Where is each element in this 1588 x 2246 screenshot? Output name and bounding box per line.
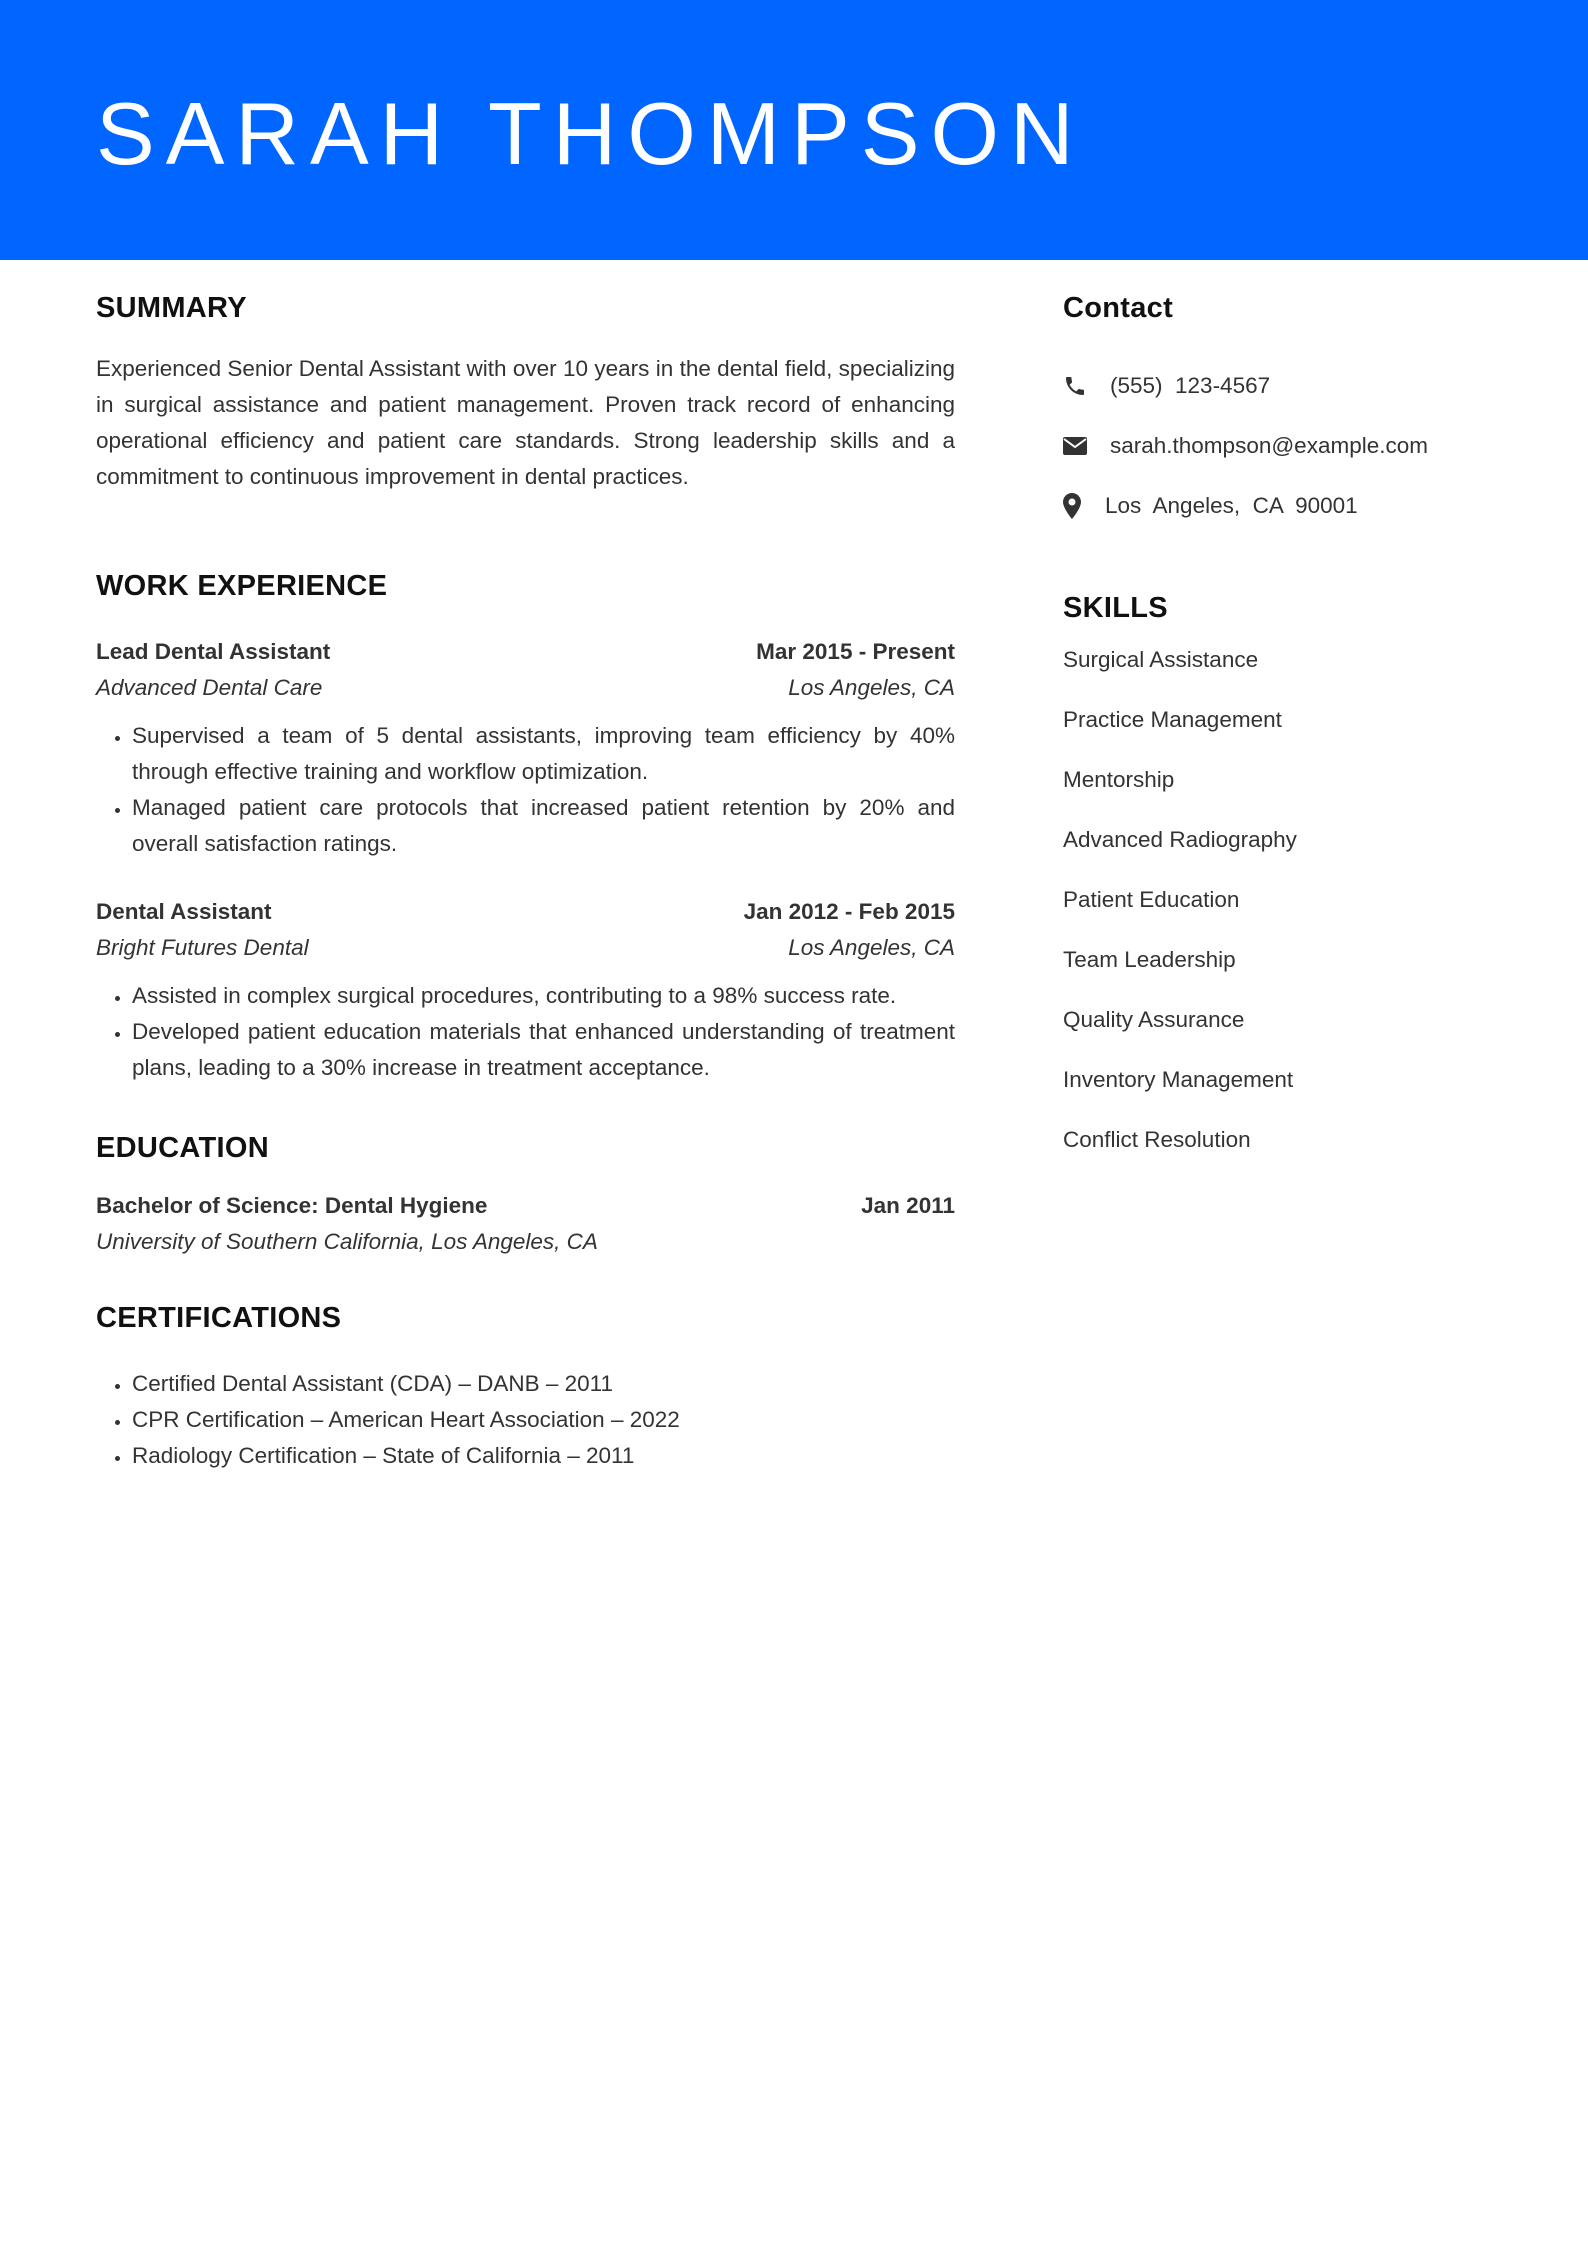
contact-phone bbox=[1063, 368, 1503, 404]
contact-email bbox=[1063, 428, 1503, 464]
contact-location bbox=[1063, 488, 1503, 524]
job-company: Advanced Dental Care bbox=[96, 675, 323, 700]
work-experience-heading: WORK EXPERIENCE bbox=[96, 570, 388, 602]
job-location: Los Angeles, CA bbox=[788, 935, 955, 960]
skills-heading: SKILLS bbox=[1063, 592, 1168, 624]
degree: Bachelor of Science: Dental Hygiene bbox=[96, 1193, 488, 1218]
skill-item: Practice Management bbox=[1063, 707, 1282, 732]
skills-section bbox=[1063, 590, 1503, 1158]
education-date: Jan 2011 bbox=[861, 1193, 955, 1218]
certification-item: • Radiology Certification – State of California – 2011 bbox=[132, 1438, 955, 1474]
certifications-section bbox=[96, 1300, 955, 1474]
contact-phone-text: (555) 123-4567 bbox=[1110, 373, 1271, 398]
contact-location-text: Los Angeles, CA 90001 bbox=[1105, 493, 1358, 518]
summary-section bbox=[96, 290, 955, 495]
job-bullet: • Supervised a team of 5 dental assistants, improving team efficiency by 40% through effective training and workflow optimization. bbox=[132, 718, 955, 790]
candidate-name: SARAH THOMPSON bbox=[96, 84, 1085, 183]
map-pin-icon bbox=[1063, 493, 1105, 519]
phone-icon bbox=[1063, 374, 1110, 398]
job-bullet: • Assisted in complex surgical procedures, contributing to a 98% success rate. bbox=[132, 978, 955, 1014]
skill-item: Surgical Assistance bbox=[1063, 647, 1259, 672]
skill-item: Team Leadership bbox=[1063, 947, 1236, 972]
job-title: Lead Dental Assistant bbox=[96, 639, 331, 664]
work-experience-section bbox=[96, 568, 955, 1086]
job-bullet: • Managed patient care protocols that increased patient retention by 20% and overall satisfaction ratings. bbox=[132, 790, 955, 862]
job-dates: Jan 2012 - Feb 2015 bbox=[743, 899, 955, 924]
job-bullets bbox=[96, 978, 955, 1086]
education-section bbox=[96, 1130, 955, 1260]
job-location: Los Angeles, CA bbox=[788, 675, 955, 700]
job-company: Bright Futures Dental bbox=[96, 935, 309, 960]
certifications-heading: CERTIFICATIONS bbox=[96, 1302, 342, 1334]
skill-item: Inventory Management bbox=[1063, 1067, 1294, 1092]
contact-section bbox=[1063, 290, 1503, 524]
header-banner bbox=[0, 0, 1588, 260]
job-bullet: • Developed patient education materials that enhanced understanding of treatment plans, leading to a 30% increase in treatment acceptance. bbox=[132, 1014, 955, 1086]
job-dates: Mar 2015 - Present bbox=[756, 639, 955, 664]
skill-item: Mentorship bbox=[1063, 767, 1175, 792]
summary-text: Experienced Senior Dental Assistant with over 10 years in the dental field, specializing in surgical assistance and patient management. Proven track record of enhancing operational efficiency and patient care standards. Strong leadership skills and a commitment to continuous improvement in dental practices. bbox=[96, 356, 955, 489]
summary-heading: SUMMARY bbox=[96, 292, 247, 324]
skill-item: Patient Education bbox=[1063, 887, 1240, 912]
skills-list bbox=[1063, 642, 1503, 1158]
certifications-list bbox=[96, 1366, 955, 1474]
education-heading: EDUCATION bbox=[96, 1132, 269, 1164]
contact-heading: Contact bbox=[1063, 292, 1174, 324]
certification-item: • CPR Certification – American Heart Association – 2022 bbox=[132, 1402, 955, 1438]
envelope-icon bbox=[1063, 436, 1110, 456]
job-entry bbox=[96, 634, 955, 862]
skill-item: Conflict Resolution bbox=[1063, 1127, 1251, 1152]
job-bullets bbox=[96, 718, 955, 862]
job-title: Dental Assistant bbox=[96, 899, 272, 924]
contact-email-link[interactable]: sarah.thompson@example.com bbox=[1110, 433, 1428, 458]
skill-item: Quality Assurance bbox=[1063, 1007, 1245, 1032]
job-entry bbox=[96, 894, 955, 1086]
certification-item: • Certified Dental Assistant (CDA) – DANB – 2011 bbox=[132, 1366, 955, 1402]
school: University of Southern California, Los Angeles, CA bbox=[96, 1229, 598, 1254]
skill-item: Advanced Radiography bbox=[1063, 827, 1297, 852]
